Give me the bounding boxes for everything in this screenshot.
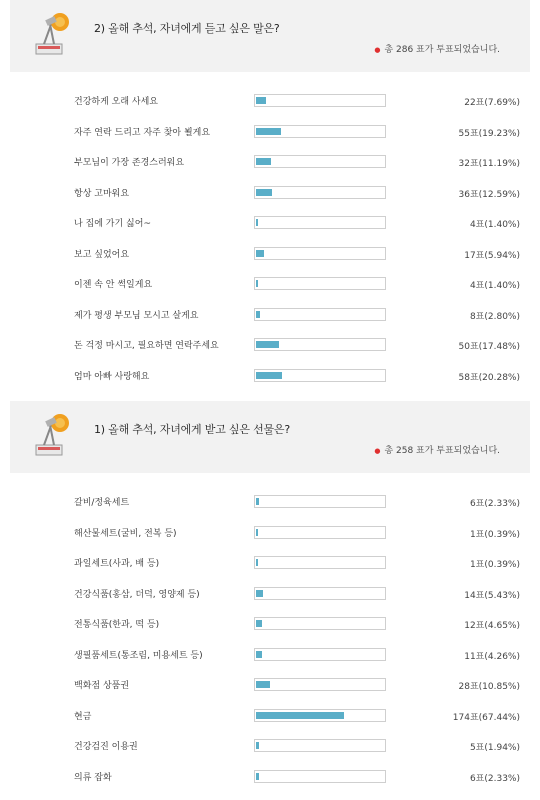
ballot-box-icon [30,10,80,60]
result-bar-fill [256,280,258,287]
result-bar-track [254,155,386,168]
vote-count: 14표(5.43%) [464,590,520,601]
result-bar-track [254,526,386,539]
bullet-dot-icon: ● [374,447,381,455]
poll-result-row [10,367,530,387]
poll-section [10,0,530,383]
vote-count: 28표(10.85%) [458,682,520,692]
poll-option-label: 자주 연락 드리고 자주 찾아 뵐게요 [74,127,211,138]
poll-total-votes [374,42,500,55]
poll-option-label: 보고 싶었어요 [74,249,130,260]
vote-count: 55표(19.23%) [458,128,520,139]
poll-option-label: 의류 잡화 [74,772,112,783]
poll-result-row [10,646,530,666]
vote-count: 50표(17.48%) [458,342,520,352]
result-bar-track [254,648,386,661]
vote-count: 36표(12.59%) [458,189,520,200]
result-bar-track [254,739,386,752]
result-bar-fill [256,651,262,658]
vote-count: 174표(67.44%) [452,712,520,723]
result-bar-fill [256,681,270,688]
poll-result-row [10,214,530,234]
poll-result-row [10,336,530,356]
poll-result-row [10,524,530,544]
poll-result-row [10,245,530,265]
poll-result-row [10,306,530,326]
vote-count: 6표(2.33%) [469,499,520,509]
result-bar-track [254,617,386,630]
poll-option-label: 부모님이 가장 존경스러워요 [74,158,185,168]
result-bar-fill [256,620,262,627]
poll-result-row [10,554,530,574]
result-bar-fill [256,250,264,257]
poll-question: 2) 올해 추석, 자녀에게 듣고 싶은 말은? [94,22,280,35]
result-bar-fill [256,498,259,505]
result-bar-track [254,308,386,321]
result-bar-track [254,709,386,722]
vote-count: 11표(4.26%) [464,651,520,662]
vote-count: 1표(0.39%) [469,560,520,570]
vote-count: 22표(7.69%) [464,98,520,108]
result-bar-fill [256,742,259,749]
result-bar-fill [256,559,258,566]
result-bar-track [254,338,386,351]
poll-section [10,401,530,784]
result-bar-fill [256,311,260,318]
result-bar-track [254,369,386,382]
poll-result-row [10,585,530,605]
poll-option-label: 전통식품(한과, 떡 등) [74,620,160,630]
result-bar-track [254,277,386,290]
result-bar-fill [256,97,266,104]
poll-option-label: 돈 걱정 마시고, 필요하면 연락주세요 [74,341,219,351]
poll-option-label: 백화점 상품권 [74,681,130,691]
poll-option-label: 해산물세트(굴비, 전복 등) [74,528,177,539]
result-bar-fill [256,219,258,226]
poll-result-row [10,768,530,788]
poll-option-label: 건강하게 오래 사세요 [74,97,158,107]
result-bar-fill [256,712,344,719]
poll-option-label: 제가 평생 부모님 모시고 살게요 [74,310,199,321]
poll-option-label: 현금 [74,711,92,722]
poll-result-row [10,737,530,757]
poll-result-row [10,707,530,727]
poll-total-text: 총 258 표가 투표되었습니다. [384,446,500,456]
vote-count: 58표(20.28%) [458,372,520,383]
vote-count: 17표(5.94%) [464,250,520,261]
poll-option-label: 건강식품(홍삼, 더덕, 영양제 등) [74,589,200,600]
poll-result-row [10,676,530,696]
result-bar-track [254,587,386,600]
result-bar-track [254,495,386,508]
result-bar-track [254,186,386,199]
result-bar-fill [256,158,271,165]
result-bar-track [254,125,386,138]
ballot-box-icon [30,411,80,461]
poll-total-votes [374,443,500,456]
poll-result-row [10,123,530,143]
result-bar-fill [256,189,272,196]
result-bar-fill [256,128,281,135]
vote-count: 8표(2.80%) [469,311,520,322]
result-bar-track [254,247,386,260]
poll-option-label: 건강검진 이용권 [74,742,138,752]
vote-count: 4표(1.40%) [469,220,520,230]
result-bar-fill [256,590,263,597]
result-bar-track [254,770,386,783]
poll-option-label: 생필품세트(통조림, 미용세트 등) [74,650,203,661]
poll-option-label: 과일세트(사과, 배 등) [74,559,160,569]
poll-header [10,401,530,473]
poll-question: 1) 올해 추석, 자녀에게 받고 싶은 선물은? [94,423,290,436]
poll-result-row [10,153,530,173]
bullet-dot-icon: ● [374,46,381,54]
poll-option-label: 갈비/정육세트 [74,498,130,508]
vote-count: 1표(0.39%) [469,529,520,540]
result-bar-fill [256,341,279,348]
result-bar-track [254,94,386,107]
poll-result-row [10,615,530,635]
result-bar-fill [256,372,282,379]
vote-count: 12표(4.65%) [464,621,520,631]
poll-option-label: 항상 고마워요 [74,188,130,199]
poll-total-text: 총 286 표가 투표되었습니다. [384,45,500,55]
poll-result-row [10,493,530,513]
result-bar-track [254,678,386,691]
poll-option-label: 이젠 속 안 썩일게요 [74,280,153,290]
vote-count: 4표(1.40%) [469,281,520,291]
result-bar-track [254,556,386,569]
poll-result-row [10,275,530,295]
result-bar-fill [256,773,259,780]
poll-result-row [10,184,530,204]
poll-option-label: 엄마 아빠 사랑해요 [74,371,150,382]
vote-count: 5표(1.94%) [469,743,520,753]
poll-option-label: 나 집에 가기 싫어~ [74,219,151,229]
result-bar-fill [256,529,258,536]
result-bar-track [254,216,386,229]
vote-count: 32표(11.19%) [458,159,520,169]
vote-count: 6표(2.33%) [469,773,520,784]
poll-result-row [10,92,530,112]
poll-header [10,0,530,72]
